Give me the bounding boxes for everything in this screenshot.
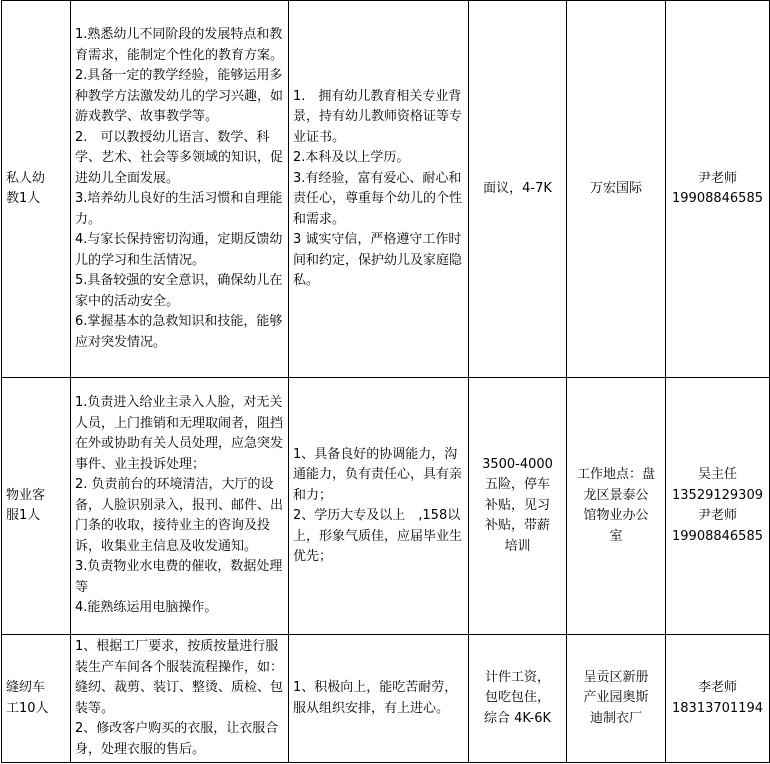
workplace-line: 室	[609, 528, 623, 544]
table-row	[2, 635, 770, 763]
contact-cell	[666, 378, 770, 635]
workplace-cell	[567, 635, 666, 763]
duty-item: 5.具备较强的安全意识，确保幼儿在家中的活动安全。	[75, 273, 283, 309]
requirement-item: 1、积极向上，能吃苦耐劳，服从组织安排，有上进心。	[293, 680, 458, 716]
workplace-line: 万宏国际	[589, 180, 642, 196]
contact-name: 吴主任	[697, 467, 737, 482]
job-title-cell	[2, 1, 71, 378]
contact-name: 尹老师	[697, 170, 737, 186]
duty-item: 2、修改客户购买的衣服，让衣服合身，处理衣服的售后。	[75, 721, 279, 757]
salary-line: 补贴，见习	[484, 497, 550, 513]
salary-line: 五险，停车	[484, 477, 550, 493]
duty-item: 1.熟悉幼儿不同阶段的发展特点和教育需求，能制定个性化的教育方案。	[75, 27, 284, 63]
duty-item: 4.与家长保持密切沟通，定期反馈幼儿的学习和生活情况。	[75, 232, 283, 268]
requirement-item: 2.本科及以上学历。	[293, 150, 410, 165]
table-row	[2, 1, 770, 378]
duties-cell	[71, 635, 289, 763]
salary-line: 包吃包住，	[484, 690, 550, 706]
contact-phone: 19908846585	[672, 528, 763, 544]
workplace-line: 馆物业办公	[583, 508, 649, 523]
job-title-cell	[2, 635, 71, 763]
salary-line: 补贴，带薪	[484, 518, 550, 534]
workplace-line: 龙区景泰公	[583, 487, 649, 503]
requirement-item: 2、学历大专及以上 ,158以上，形象气质佳，应届毕业生优先；	[293, 508, 463, 564]
requirement-item: 3 诚实守信，严格遵守工作时间和约定，保护幼儿及家庭隐私。	[293, 232, 463, 288]
salary-line: 计件工资，	[484, 669, 550, 685]
job-title-cell	[2, 378, 71, 635]
workplace-line: 产业园奥斯	[583, 690, 649, 706]
contact-cell	[666, 635, 770, 763]
duty-item: 3.培养幼儿良好的生活习惯和自理能力。	[75, 191, 283, 227]
job-title-line: 物业客	[6, 487, 46, 503]
job-title-line: 工10人	[6, 700, 49, 716]
duty-item: 1.负责进入给业主录入人脸，对无关人员，上门推销和无理取闹者，阻挡在外或协助有关人员处理，应急突发事件、业主投诉处理；	[75, 395, 284, 472]
duty-item: 1、根据工厂要求，按质按量进行服装生产车间各个服装流程操作，如：缝纫、裁剪、装订、整烫、质检、包装等。	[75, 639, 284, 716]
salary-line: 面议，4-7K	[483, 180, 552, 196]
duty-item: 6.掌握基本的急救知识和技能，能够应对突发情况。	[75, 314, 283, 350]
contact-name: 尹老师	[697, 508, 737, 523]
workplace-line: 工作地点：盘	[576, 467, 655, 482]
workplace-line: 迪制衣厂	[589, 710, 642, 726]
salary-line: 培训	[504, 538, 531, 554]
job-title-line: 服1人	[6, 508, 41, 523]
requirement-item: 1. 拥有幼儿教育相关专业背景，持有幼儿教师资格证等专业证书。	[293, 88, 463, 145]
duties-cell	[71, 1, 289, 378]
job-title-line: 私人幼	[6, 170, 46, 186]
salary-cell	[469, 1, 567, 378]
requirements-cell	[289, 1, 469, 378]
salary-line: 综合 4K-6K	[483, 710, 552, 726]
job-title-line: 教1人	[6, 191, 41, 206]
contact-phone: 19908846585	[672, 191, 763, 206]
workplace-cell	[567, 378, 666, 635]
requirement-item: 3.有经验，富有爱心、耐心和责任心，尊重每个幼儿的个性和需求。	[293, 170, 463, 227]
duty-item: 2. 负责前台的环境清洁，大厅的设备，人脸识别录入，报刊、邮件、出门条的收取，接待业主的咨询及投诉，收集业主信息及收发通知。	[75, 477, 284, 554]
job-title-line: 缝纫车	[6, 680, 46, 695]
contact-name: 李老师	[697, 680, 737, 695]
duty-item: 2. 可以教授幼儿语言、数学、科学、艺术、社会等多领域的知识，促进幼儿全面发展。	[75, 129, 284, 186]
table-row	[2, 378, 770, 635]
job-table	[1, 0, 770, 763]
duty-item: 3.负责物业水电费的催收，数据处理等	[75, 559, 283, 595]
duty-item: 2.具备一定的教学经验，能够运用多种教学方法激发幼儿的学习兴趣，如游戏教学、故事教学等。	[75, 68, 284, 124]
workplace-line: 呈贡区新册	[583, 669, 649, 685]
requirement-item: 1、具备良好的协调能力，沟通能力，负有责任心，具有亲和力；	[293, 446, 463, 503]
contact-phone: 13529129309	[672, 487, 763, 503]
workplace-cell	[567, 1, 666, 378]
contact-cell	[666, 1, 770, 378]
requirements-cell	[289, 378, 469, 635]
salary-line: 3500-4000	[482, 456, 553, 472]
duty-item: 4.能熟练运用电脑操作。	[75, 600, 218, 616]
salary-cell	[469, 378, 567, 635]
requirements-cell	[289, 635, 469, 763]
salary-cell	[469, 635, 567, 763]
contact-phone: 18313701194	[672, 700, 763, 716]
duties-cell	[71, 378, 289, 635]
